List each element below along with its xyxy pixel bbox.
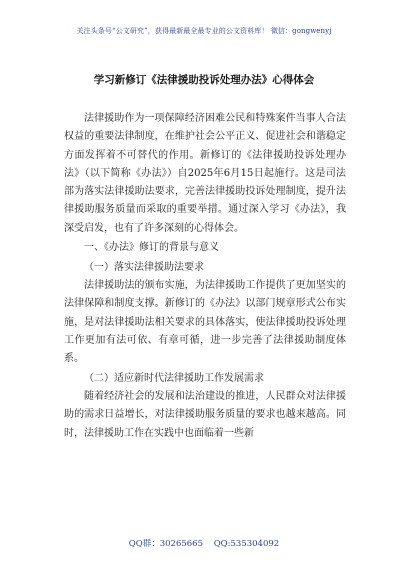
footer-qq-group: QQ群：30265665 xyxy=(128,539,203,549)
document-body xyxy=(64,110,346,443)
header-note: 关注头条号“公文研究”，获得最新最全最专业的公文资料库！ 微信：gongwenyj xyxy=(76,27,332,35)
subsection-heading: （一）落实法律援助法要求 xyxy=(84,261,204,273)
body-paragraph: 法律援助法的颁布实施，为法律援助工作提供了更加坚实的法律保障和制度支撑。新修订的《办法》以部门规章形式公布实施，是对法律援助法相关要求的具体落实，使法律援助投诉处理工作更加有法可依、有章可循，进一步完善了法律援助制度体系。 xyxy=(64,280,346,365)
body-paragraph: 法律援助作为一项保障经济困难公民和特殊案件当事人合法权益的重要法律制度，在维护社会公平正义、促进社会和谐稳定方面发挥着不可替代的作用。新修订的《法律援助投诉处理办法》（以下简称《办法》）自2025年6月15日起施行。这是司法部为落实法律援助法要求，完善法律援助投诉处理制度，提升法律援助服务质量而采取的重要举措。通过深入学习《办法》，我深受启发，也有了许多深刻的心得体会。 xyxy=(64,113,346,234)
body-paragraph: 随着经济社会的发展和法治建设的推进，人民群众对法律援助的需求日益增长，对法律援助服务质量的要求也越来越高。同时，法律援助工作在实践中也面临着一些新 xyxy=(64,391,346,439)
document-title: 学习新修订《法律援助投诉处理办法》心得体会 xyxy=(93,74,315,86)
subsection-heading: （二）适应新时代法律援助工作发展需求 xyxy=(84,372,264,384)
section-heading: 一、《办法》修订的背景与意义 xyxy=(84,242,219,254)
footer-qq-number: QQ:535304092 xyxy=(213,539,280,549)
footer-contact xyxy=(0,537,408,549)
